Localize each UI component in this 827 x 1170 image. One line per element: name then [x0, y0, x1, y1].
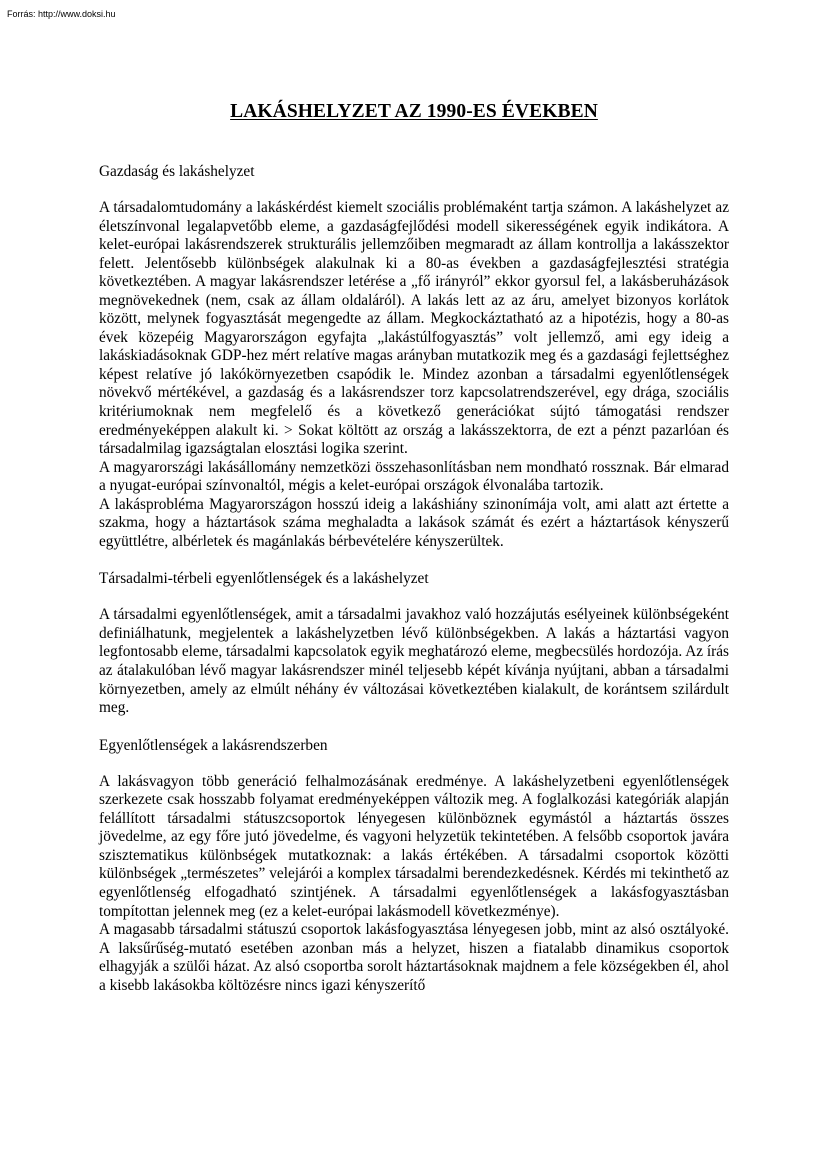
paragraph: A lakásvagyon több generáció felhalmozásának eredménye. A lakáshelyzetbeni egyenlőtlenségek szerkezete csak hosszabb folyamat eredményeképpen változik meg. A foglalkozási kategóriák alapján felállított társadalmi státuszcsoportok lényegesen különböznek egymástól a háztartás összes jövedelme, az egy főre jutó jövedelme, és vagyoni helyzetük tekintetében. A felsőbb csoportok javára szisztematikus különbségek mutatkoznak: a lakás értékében. A társadalmi csoportok közötti különbségek „természetes” velejárói a komplex társadalmi berendezkedésnek. Kérdés mi tekinthető az egyenlőtlenség elfogadható szintjének. A társadalmi egyenlőtlenségek a lakásfogyasztásban tompítottan jelennek meg (ez a kelet-európai lakásmodell következménye). — [99, 772, 729, 920]
document-page — [99, 100, 729, 995]
section-heading: Gazdaság és lakáshelyzet — [99, 163, 255, 180]
section-body — [99, 199, 729, 551]
section-body — [99, 773, 729, 996]
section-heading: Egyenlőtlenségek a lakásrendszerben — [99, 736, 328, 754]
section-social-spatial-inequality — [99, 569, 729, 717]
paragraph: A társadalomtudomány a lakáskérdést kiemelt szociális problémaként tartja számon. A lakáshelyzet az életszínvonal legalapvetőbb eleme, a gazdaságfejlődési modell sikerességének egyik indikátora. A kelet-európai lakásrendszerek strukturális jellemzőiben megmaradt az állam kontrollja a lakásszektor felett. Jelentősebb különbségek alakulnak ki a 80-as években a gazdaságfejlesztési stratégia következtében. A magyar lakásrendszer letérése a „fő irányról” ekkor gyorsul fel, a lakásberuházások megnövekednek (nem, csak az állam oldaláról). A lakás lett az az áru, amelyet bizonyos korlátok között, melynek fogyasztását megengedte az állam. Megkockáztatható az a hipotézis, hogy a 80-as évek közepéig Magyarországon egyfajta „lakástúlfogyasztás” volt jellemző, ami egy ideig a lakáskiadásoknak GDP-hez mért relatíve magas arányban mutatkozik meg és a gazdasági fejlettséghez képest relatíve jó lakókörnyezetben csapódik le. Mindez azonban a társadalmi egyenlőtlenségek növekvő mértékével, a gazdaság és a lakásrendszer torz kapcsolatrendszerével, egy drága, szociális kritériumoknak nem megfelelő és a következő generációkat sújtó támogatási rendszer eredményeképpen alakult ki. > Sokat költött az ország a lakásszektorra, de ezt a pénzt pazarlóan és társadalmilag igazságtalan elosztási logika szerint. — [99, 199, 729, 458]
section-heading: Társadalmi-térbeli egyenlőtlenségek és a lakáshelyzet — [99, 570, 429, 588]
paragraph: A lakásprobléma Magyarországon hosszú ideig a lakáshiány szinonímája volt, ami alatt azt értette a szakma, hogy a háztartások száma meghaladta a lakások számát és ezért a háztartások kényszerű együttlétre, albérletek és magánlakás bérbevételére kényszerültek. — [99, 495, 729, 550]
section-economy — [99, 162, 729, 551]
page-title: LAKÁSHELYZET AZ 1990-ES ÉVEKBEN — [230, 101, 598, 122]
section-body — [99, 606, 729, 717]
paragraph: A magasabb társadalmi státuszú csoportok lakásfogyasztása lényegesen jobb, mint az alsó osztályoké. A laksűrűség-mutató esetében azonban más a helyzet, hiszen a fiatalabb dinamikus csoportok elhagyják a szülői házat. Az alsó csoportba sorolt háztartásoknak majdnem a fele községekben él, ahol a kisebb lakásokba költözésre nincs igazi kényszerítő — [99, 921, 729, 994]
section-housing-inequality — [99, 736, 729, 996]
source-label: Forrás: http://www.doksi.hu — [7, 9, 116, 19]
paragraph: A társadalmi egyenlőtlenségek, amit a társadalmi javakhoz való hozzájutás esélyeinek különbségeként definiálhatunk, megjelentek a lakáshelyzetben lévő különbségekben. A lakás a háztartási vagyon legfontosabb eleme, társadalmi kapcsolatok egyik meghatározó eleme, megbecsülés hordozója. Az írás az átalakulóban lévő magyar lakásrendszer minél teljesebb képét kívánja nyújtani, abban a társadalmi környezetben, amely az elmúlt néhány év változásai következtében kialakult, de korántsem szilárdult meg. — [99, 606, 729, 717]
paragraph: A magyarországi lakásállomány nemzetközi összehasonlításban nem mondható rossznak. Bár elmarad a nyugat-európai színvonaltól, mégis a kelet-európai országok élvonalába tartozik. — [99, 458, 729, 495]
